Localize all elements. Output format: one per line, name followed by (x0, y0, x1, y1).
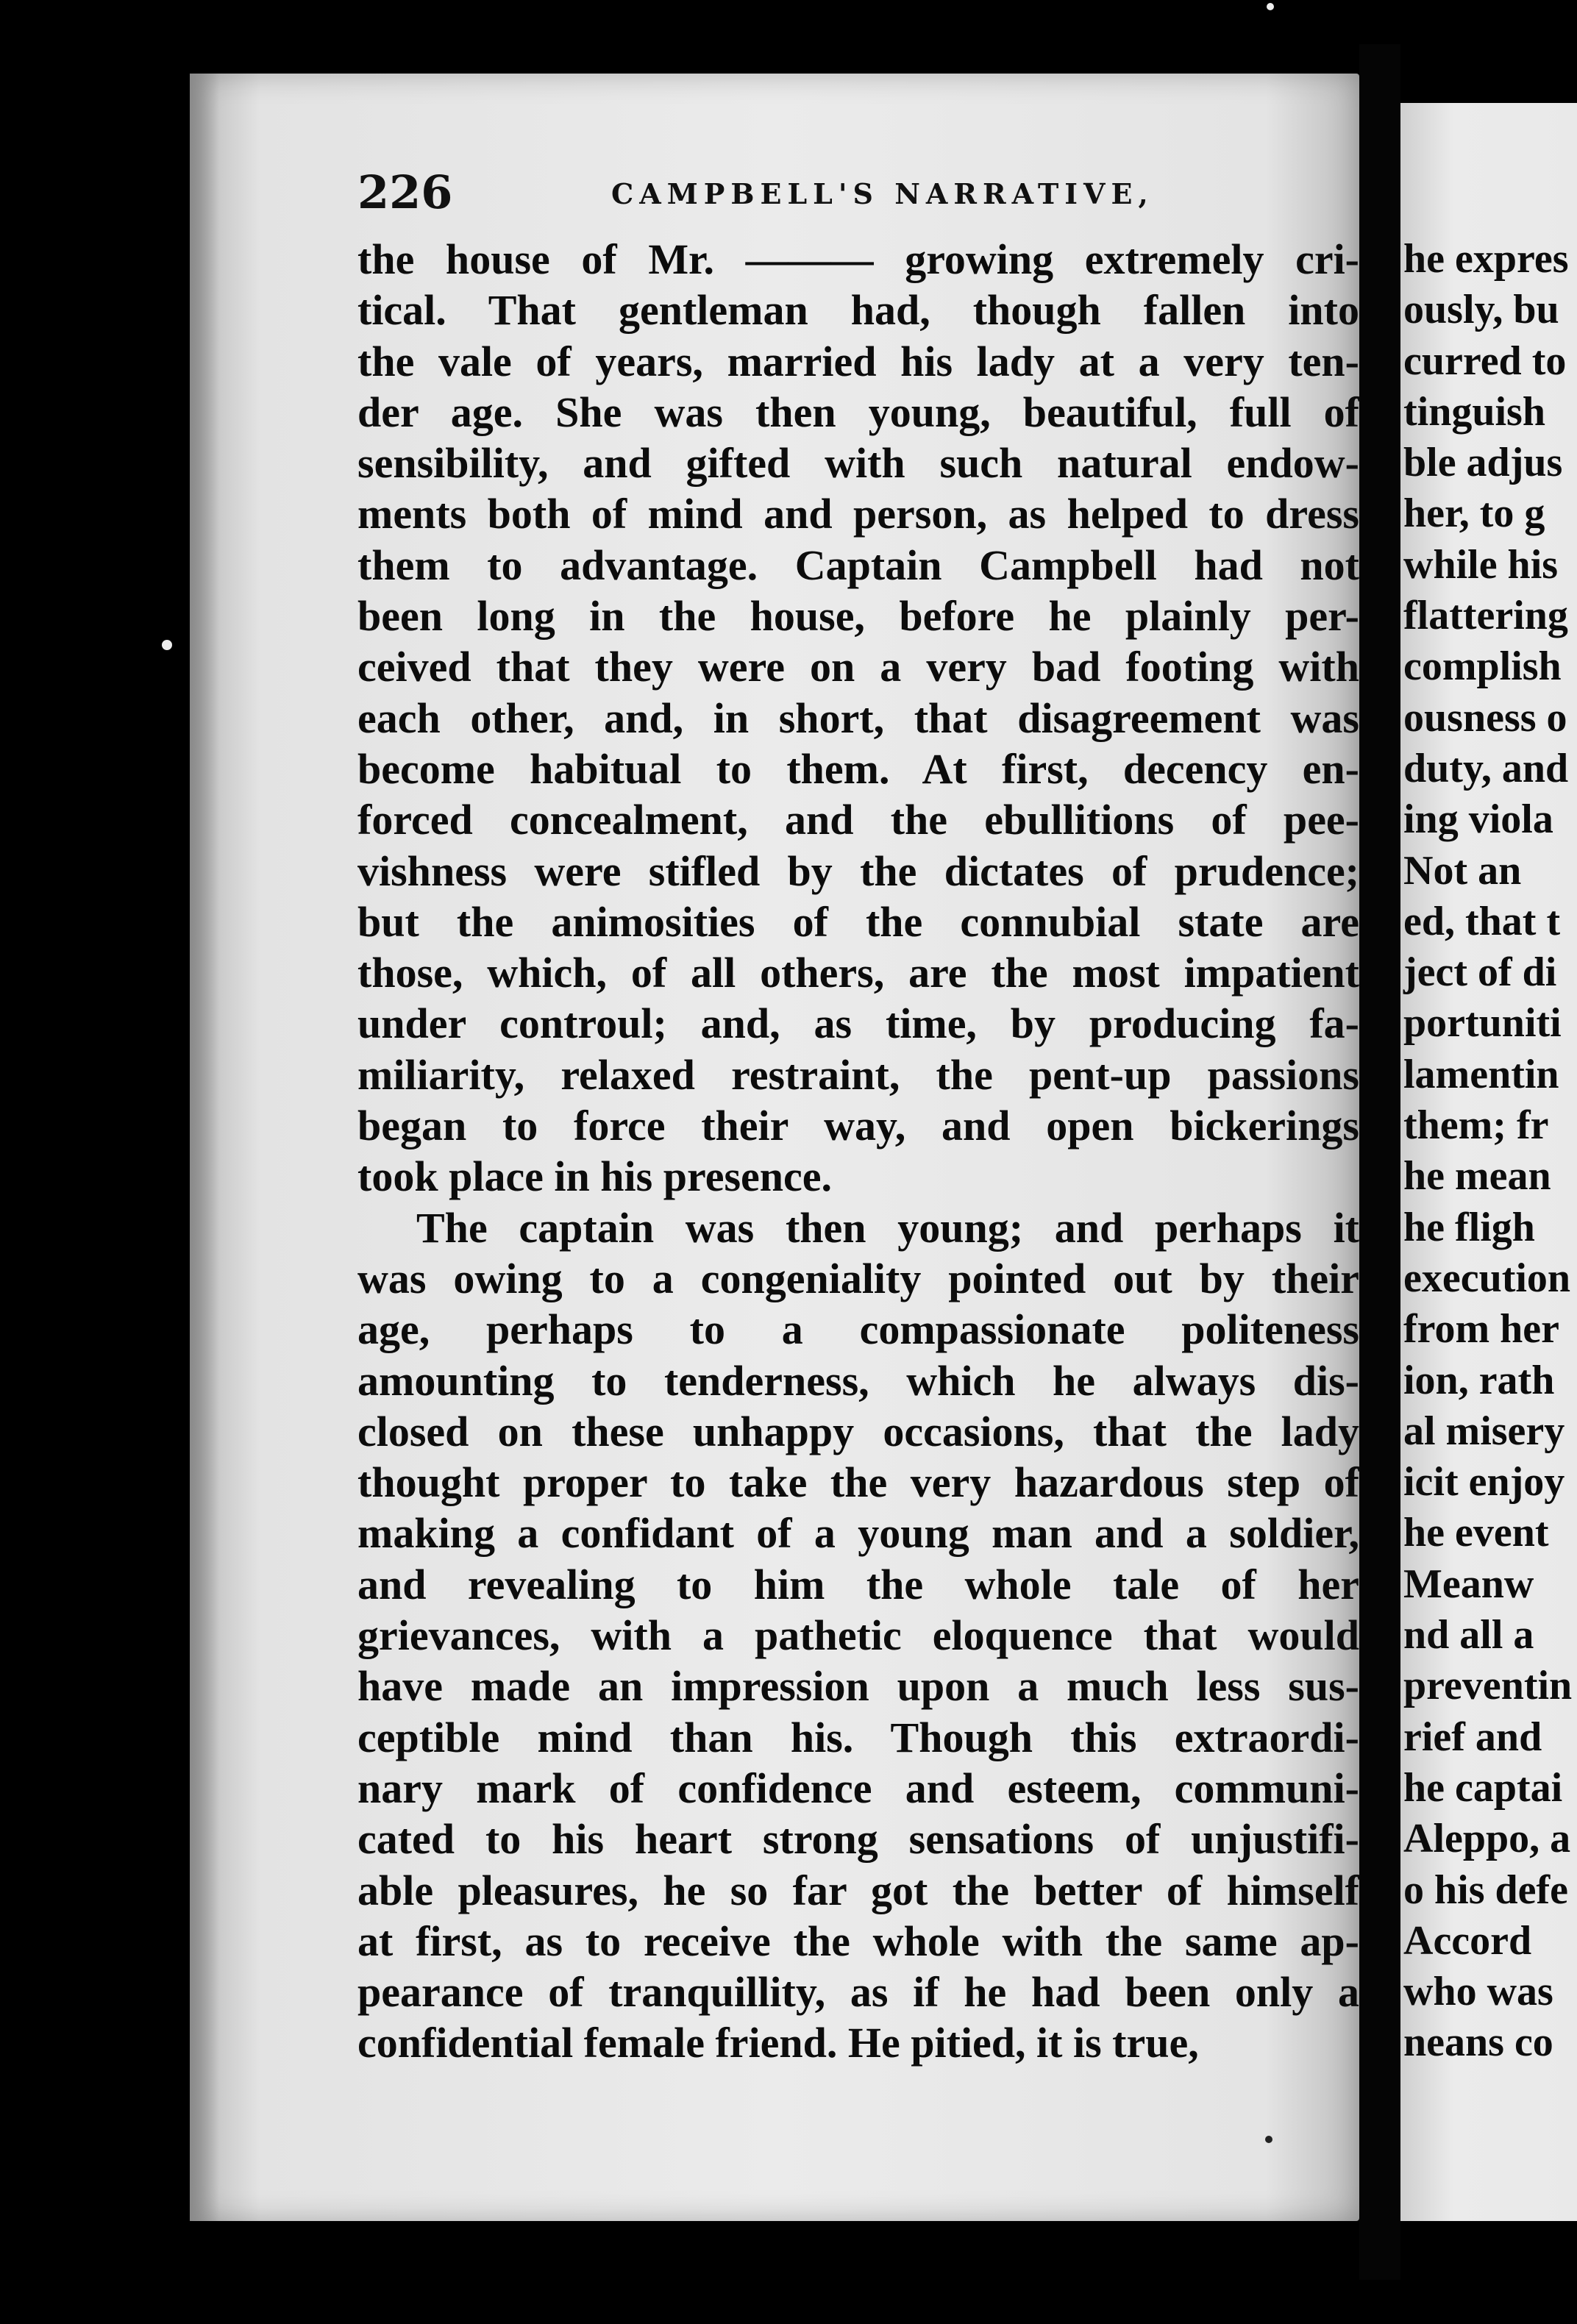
text-fragment: ject of di (1403, 949, 1557, 996)
text-fragment: preventin (1403, 1663, 1573, 1709)
text-line: them to advantage. Captain Campbell had not (357, 541, 1359, 589)
text-line: at first, as to receive the whole with the same ap- (357, 1917, 1359, 1965)
text-line: miliarity, relaxed restraint, the pent-up passions (357, 1050, 1359, 1099)
text-fragment: o his defe (1403, 1867, 1568, 1913)
text-line: cated to his heart strong sensations of unjustifi- (357, 1815, 1359, 1864)
text-line: The captain was then young; and perhaps it (416, 1203, 1359, 1252)
text-fragment: ion, rath (1403, 1357, 1555, 1403)
running-title: CAMPBELL'S NARRATIVE, (611, 177, 1154, 210)
page-number: 226 (357, 165, 453, 219)
text-fragment: ing viola (1403, 796, 1553, 843)
text-line: ments both of mind and person, as helped to dress (357, 490, 1359, 538)
text-line: amounting to tenderness, which he always dis- (357, 1356, 1359, 1405)
text-fragment: he event (1403, 1510, 1549, 1556)
text-line: thought proper to take the very hazardous step of (357, 1458, 1359, 1507)
text-fragment: neans co (1403, 2020, 1553, 2066)
text-line: ceived that they were on a very bad footing with (357, 643, 1359, 691)
text-line: closed on these unhappy occasions, that the lady (357, 1407, 1359, 1455)
text-line: making a confidant of a young man and a soldier, (357, 1509, 1359, 1558)
text-fragment: he mean (1403, 1153, 1551, 1200)
text-line: but the animosities of the connubial state are (357, 897, 1359, 946)
text-fragment: curred to (1403, 338, 1567, 384)
text-fragment: Aleppo, a (1403, 1816, 1571, 1862)
scan-speck (1267, 3, 1274, 10)
text-fragment: lamentin (1403, 1051, 1559, 1097)
text-fragment: rief and (1403, 1714, 1542, 1760)
text-line: become habitual to them. At first, decency en- (357, 744, 1359, 793)
text-line: der age. She was then young, beautiful, full of (357, 388, 1359, 436)
text-fragment: execution (1403, 1255, 1571, 1301)
scan-speck (162, 640, 172, 650)
text-fragment: ousness o (1403, 694, 1567, 741)
text-line: grievances, with a pathetic eloquence that would (357, 1611, 1359, 1660)
text-fragment: icit enjoy (1403, 1459, 1565, 1505)
text-fragment: complish (1403, 644, 1562, 690)
text-fragment: tinguish (1403, 388, 1545, 435)
text-fragment: duty, and (1403, 745, 1569, 791)
text-line: confidential female friend. He pitied, it is true, (357, 2019, 1199, 2067)
text-line: forced concealment, and the ebullitions of pee- (357, 796, 1359, 844)
text-line: under controul; and, as time, by producing fa- (357, 999, 1359, 1048)
right-page-text-fragments (1403, 234, 1573, 2069)
text-fragment: he captai (1403, 1764, 1563, 1811)
text-line: been long in the house, before he plainly per- (357, 592, 1359, 641)
text-fragment: portuniti (1403, 1000, 1562, 1047)
text-line: pearance of tranquillity, as if he had been only a (357, 1968, 1359, 2017)
text-line: ceptible mind than his. Though this extraordi- (357, 1713, 1359, 1761)
text-fragment: he expres (1403, 236, 1569, 282)
text-line: the house of Mr. ——— growing extremely cri- (357, 235, 1359, 283)
text-fragment: al misery (1403, 1408, 1565, 1454)
text-fragment: while his (1403, 541, 1559, 588)
text-fragment: ously, bu (1403, 287, 1559, 333)
text-line: vishness were stifled by the dictates of prudence; (357, 846, 1359, 895)
text-fragment: ble adjus (1403, 440, 1563, 486)
text-fragment: ed, that t (1403, 898, 1561, 944)
text-line: the vale of years, married his lady at a very ten- (357, 337, 1359, 385)
text-line: began to force their way, and open bickerings (357, 1102, 1359, 1150)
text-line: and revealing to him the whole tale of her (357, 1560, 1359, 1608)
text-line: able pleasures, he so far got the better of himself (357, 1866, 1359, 1914)
text-line: have made an impression upon a much less sus- (357, 1662, 1359, 1711)
text-fragment: Accord (1403, 1917, 1532, 1964)
book-gutter (1359, 44, 1400, 2280)
text-line: tical. That gentleman had, though fallen into (357, 286, 1359, 335)
text-fragment: who was (1403, 1969, 1553, 2015)
text-line: was owing to a congeniality pointed out by their (357, 1254, 1359, 1302)
scan-speck (1265, 2136, 1272, 2143)
text-fragment: nd all a (1403, 1612, 1534, 1658)
text-fragment: her, to g (1403, 491, 1545, 537)
text-fragment: from her (1403, 1306, 1559, 1352)
text-line: age, perhaps to a compassionate politeness (357, 1305, 1359, 1354)
text-fragment: he fligh (1403, 1204, 1535, 1250)
text-fragment: flattering (1403, 593, 1568, 639)
text-fragment: Not an (1403, 847, 1522, 894)
text-fragment: them; fr (1403, 1102, 1549, 1149)
text-line: each other, and, in short, that disagreement was (357, 694, 1359, 742)
text-line: nary mark of confidence and esteem, communi- (357, 1764, 1359, 1812)
text-fragment: Meanw (1403, 1561, 1534, 1607)
text-line: sensibility, and gifted with such natural endow- (357, 439, 1359, 488)
text-line: those, which, of all others, are the most impatient (357, 949, 1359, 997)
text-line: took place in his presence. (357, 1152, 832, 1201)
left-page-body-text (357, 234, 1359, 2069)
running-head (357, 165, 1359, 224)
